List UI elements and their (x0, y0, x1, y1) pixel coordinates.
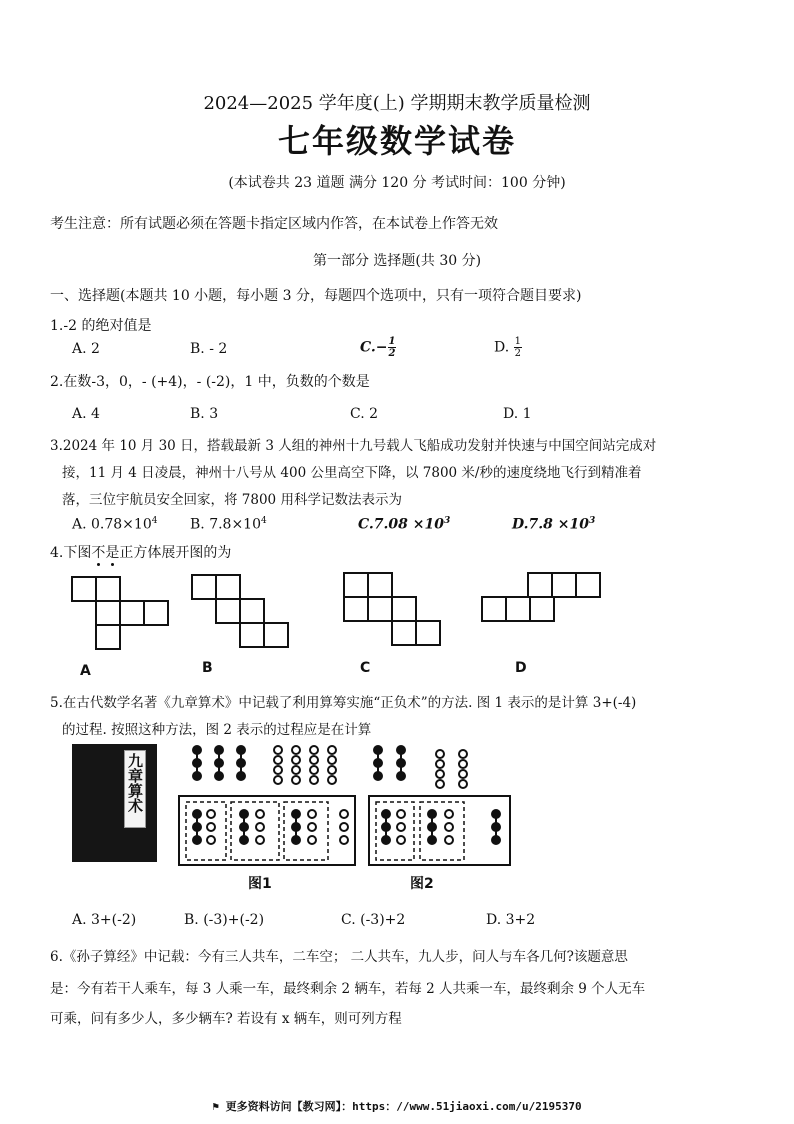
book-title-label (124, 750, 146, 828)
q1-option-c-prefix: C.− (360, 339, 388, 356)
flag-icon: ⚑ (212, 1100, 219, 1113)
q3-option-a-exponent: 4 (151, 516, 158, 526)
q5-option-a: A. 3+(-2) (72, 912, 137, 928)
counting-rods-figure (170, 740, 520, 895)
cube-net-a (72, 577, 168, 649)
exam-title: 七年级数学试卷 (277, 122, 516, 160)
fig1-cancel-pairs (193, 810, 348, 844)
question-3-line-1: 3.2024 年 10 月 30 日，搭载最新 3 人组的神州十九号载人飞船成功发射并快速与中国空间站完成对 (50, 438, 657, 454)
q3-option-c-text: C.7.08 ×10 (358, 516, 444, 533)
q1-d-denominator: 2 (514, 348, 522, 359)
q2-option-c: C. 2 (350, 406, 379, 422)
exam-subtitle: 2024—2025 学年度(上) 学期期末教学质量检测 (203, 93, 591, 114)
cube-net-d (482, 573, 600, 621)
q2-option-d: D. 1 (503, 406, 532, 422)
footer-link[interactable] (0, 1098, 794, 1114)
q4-stem-pre: 4.下图 (50, 545, 92, 561)
q3-option-b-text: B. 7.8×10 (190, 516, 261, 533)
footer-text: 更多资料访问【教习网】：https：//www.51jiaoxi.com/u/2195370 (225, 1100, 582, 1113)
fig1-positive-rods (193, 746, 245, 780)
q3-option-b (190, 516, 267, 533)
question-6-line-3: 可乘，问有多少人，多少辆车? 若设有 x 辆车，则可列方程 (50, 1011, 402, 1027)
book-image (72, 744, 157, 862)
q2-option-a: A. 4 (72, 406, 100, 422)
q1-c-numerator: 1 (388, 336, 396, 347)
net-label-b: B (202, 660, 213, 676)
fig2-cancel-pairs (382, 810, 500, 844)
q3-option-b-exponent: 4 (261, 516, 267, 526)
q5-option-d: D. 3+2 (486, 912, 536, 928)
cube-net-b (192, 575, 288, 647)
exam-notice: 考生注意：所有试题必须在答题卡指定区域内作答，在本试卷上作答无效 (50, 216, 498, 232)
section-title: 一、选择题(本题共 10 小题，每小题 3 分，每题四个选项中，只有一项符合题目要求) (50, 288, 582, 304)
question-2-stem: 2.在数-3，0，- (+4)，- (-2)，1 中，负数的个数是 (50, 374, 370, 390)
net-label-c: C (360, 660, 371, 676)
book-title-text: 九章算术 (126, 753, 144, 813)
question-6-line-2: 是：今有若干人乘车，每 3 人乘一车，最终剩余 2 辆车，若每 2 人共乘一车，最终剩余 9 个人无车 (50, 981, 646, 997)
q1-option-d-prefix: D. (494, 339, 514, 356)
q4-emphasis-1: 不 (91, 545, 106, 561)
q3-option-a-text: A. 0.78×10 (72, 516, 152, 533)
q1-option-c (360, 336, 396, 359)
q3-option-d-exponent: 3 (588, 516, 596, 526)
q3-option-c (358, 516, 450, 533)
q3-option-c-exponent: 3 (443, 516, 451, 526)
question-5-line-1: 5.在古代数学名著《九章算术》中记载了利用算筹实施“正负术”的方法. 图 1 表示的是计算 3+(-4) (50, 695, 637, 711)
fig2-negative-rods (436, 750, 467, 788)
question-1-stem: 1.-2 的绝对值是 (50, 318, 152, 334)
fig1-negative-rods (274, 746, 336, 784)
fig2-label: 图2 (410, 876, 434, 892)
cube-nets-figure (60, 565, 620, 685)
q4-emphasis-2: 是 (105, 545, 120, 561)
q3-option-a (72, 516, 157, 533)
q5-option-b: B. (-3)+(-2) (184, 912, 265, 928)
q3-option-d-text: D.7.8 ×10 (512, 516, 589, 533)
question-5-line-2: 的过程. 按照这种方法，图 2 表示的过程应是在计算 (62, 722, 372, 738)
exam-info: (本试卷共 23 道题 满分 120 分 考试时间：100 分钟) (228, 175, 566, 191)
q1-c-denominator: 2 (388, 348, 396, 359)
question-6-line-1: 6.《孙子算经》中记载：今有三人共车，二车空； 二人共车，九人步，问人与车各几何?该题意思 (50, 949, 628, 965)
fig2-positive-rods (374, 746, 405, 780)
net-label-a: A (80, 663, 91, 679)
question-3-line-2: 接，11 月 4 日凌晨，神州十八号从 400 公里高空下降，以 7800 米/秒的速度绕地飞行到精准着 (62, 465, 642, 481)
part-title: 第一部分 选择题(共 30 分) (312, 253, 482, 269)
q2-option-b: B. 3 (190, 406, 219, 422)
q1-option-c-fraction (388, 336, 397, 359)
q5-option-c: C. (-3)+2 (341, 912, 406, 928)
net-label-d: D (515, 660, 527, 676)
q4-stem-post: 正方体展开图的为 (119, 545, 232, 561)
q1-option-b: B. - 2 (190, 341, 228, 357)
q1-option-d-fraction (514, 336, 522, 359)
q1-option-d (494, 336, 522, 359)
q1-option-a: A. 2 (72, 341, 100, 357)
fig1-label: 图1 (248, 876, 272, 892)
cube-net-c (344, 573, 440, 645)
question-4-stem (50, 542, 231, 562)
q3-option-d (512, 516, 595, 533)
q1-d-numerator: 1 (514, 336, 522, 347)
question-3-line-3: 落，三位宇航员安全回家，将 7800 用科学记数法表示为 (62, 492, 402, 508)
